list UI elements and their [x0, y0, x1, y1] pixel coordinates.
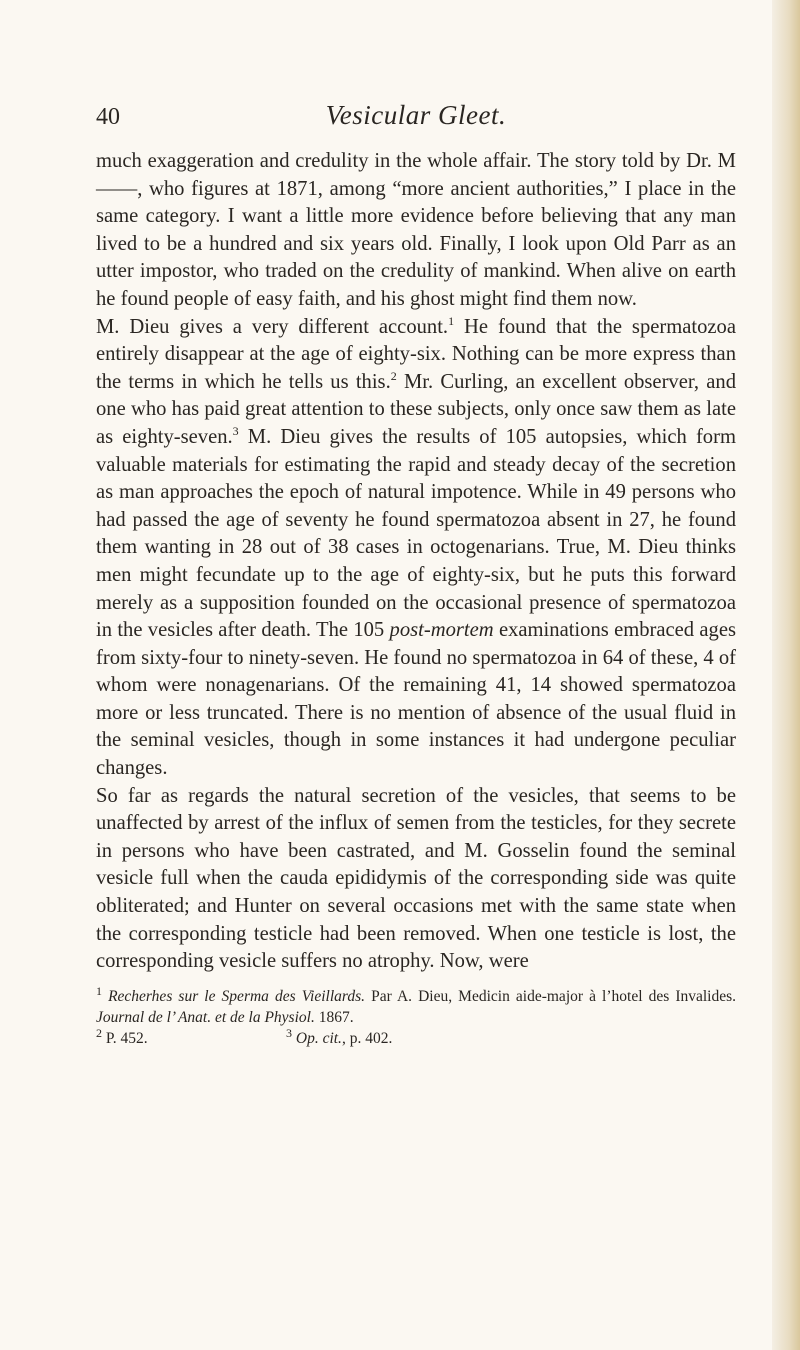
footnote-ref-2: 2 [390, 368, 397, 383]
body-text [96, 148, 736, 976]
footnote-2 [96, 1025, 286, 1049]
italic-post-mortem: post-mortem [389, 619, 494, 642]
footnote-row-2-3 [96, 1025, 736, 1049]
paragraph-1 [96, 148, 736, 314]
footnote-2-text: P. 452. [102, 1029, 148, 1047]
footnote-1-journal: Journal de l’ Anat. et de la Physiol. [96, 1008, 315, 1026]
footnote-1-title: Recherhes sur le Sperma des Vieillards. [108, 987, 366, 1005]
footnote-ref-1: 1 [448, 313, 455, 328]
running-title: Vesicular Gleet. [325, 100, 507, 130]
footnotes [96, 983, 737, 1049]
footnote-1-year: 1867. [314, 1008, 354, 1026]
paragraph-2-text-b: He found that the spermatozoa entirely disappear at the age of eighty-six. Nothing can be more express than the terms in which he tells us this. [96, 315, 736, 393]
paragraph-2-text-e: examinations embraced ages from sixty-four to ninety-seven. He found no spermatozoa in 64 of these, 4 of whom were nonagenarians. Of the remaining 41, 14 showed spermatozoa more or less truncated. There is no mention of absence of the usual fluid in the seminal vesicles, though in some instances it had undergone peculiar changes. [96, 619, 736, 780]
paragraph-1-text: much exaggeration and credulity in the whole affair. The story told by Dr. M——, who figures at 1871, among “more ancient authorities,” I place in the same category. I want a little more evidence before believing that any man lived to be a hundred and six years old. Finally, I look upon Old Parr as an utter impostor, who traded on the credulity of mankind. When alive on earth he found people of easy faith, and his ghost might find them now. [96, 150, 736, 310]
footnote-1-text: Par A. Dieu, Medicin aide-major à l’hotel des Invalides. [365, 987, 737, 1005]
paragraph-2-text-d: M. Dieu gives the results of 105 autopsies, which form valuable materials for estimating the rapid and steady decay of the secretion as man approaches the epoch of natural impotence. While in 49 persons who had passed the age of seventy he found spermatozoa absent in 27, he found them wanting in 28 out of 38 cases in octogenarians. True, M. Dieu thinks men might fecundate up to the age of eighty-six, but he puts this forward merely as a supposition founded on the occasional presence of spermatozoa in the vesicles after death. The 105 [96, 425, 736, 642]
footnote-3-number: 3 [286, 1025, 292, 1040]
book-page [96, 100, 736, 1049]
paragraph-2-text-c: Mr. Curling, an excellent observer, and one who has paid great attention to these subjects, only once saw them as late as eighty-seven. [96, 370, 736, 448]
footnote-1-number: 1 [96, 983, 102, 998]
paragraph-2 [96, 314, 736, 783]
footnote-3-cite: Op. cit. [295, 1029, 342, 1047]
page-number: 40 [96, 104, 120, 130]
footnote-2-number: 2 [96, 1025, 102, 1040]
footnote-3 [286, 1025, 393, 1049]
paragraph-2-text-a: M. Dieu gives a very different account. [96, 315, 449, 338]
paragraph-3-text: So far as regards the natural secretion of the vesicles, that seems to be unaffected by arrest of the influx of semen from the testicles, for they secrete in persons who have been castrated, and M. Gosselin found the seminal vesicle full when the cauda epididymis of the corresponding side was quite obliterated; and Hunter on several occasions met with the same state when the corresponding testicle had been removed. When one testicle is lost, the corresponding vesicle suffers no atrophy. Now, were [96, 784, 736, 973]
paragraph-3 [96, 783, 736, 976]
footnote-3-text: , p. 402. [341, 1029, 393, 1047]
page-header [96, 100, 736, 140]
page-edge-shadow [772, 0, 800, 1350]
footnote-ref-3: 3 [232, 424, 239, 439]
footnote-1 [96, 983, 737, 1028]
